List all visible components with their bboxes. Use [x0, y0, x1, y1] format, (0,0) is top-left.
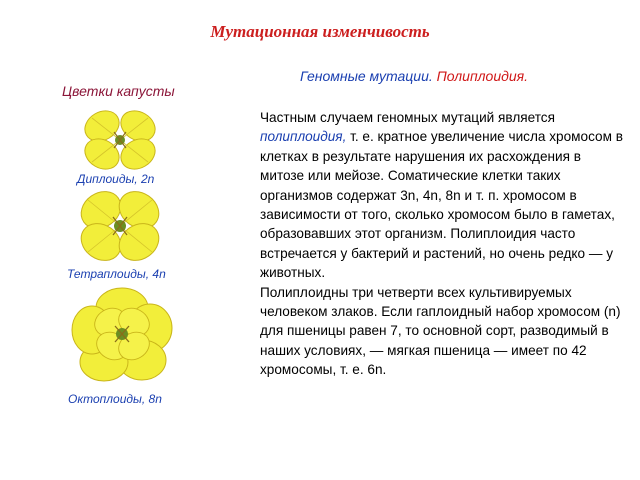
cabbage-flowers-caption: Цветки капусты [62, 83, 175, 99]
subhead-separator: . [428, 68, 437, 84]
tetraploid-label: Тетраплоиды, 4n [67, 267, 166, 281]
diploid-label: Диплоиды, 2n [77, 172, 155, 186]
paragraph-1-start: Частным случаем геномных мутаций является [260, 110, 555, 125]
subhead-end: . [524, 68, 529, 84]
octoploid-label: Октоплоиды, 8n [68, 392, 162, 406]
paragraph-1-end: т. е. кратное увеличение числа хромосом в клетках в результате нарушения их расхождения в митозе или мейозе. Соматические клетки таких организмов содержат 3n, 4n, 8n и т. п. хромосом в зависимости от того, сколько хромосом было в гаметах, образовавших этот организм. Полиплоидия часто встречается у бактерий и растений, но очень редко — у животных. [260, 129, 623, 281]
tetraploid-flower-image [74, 186, 166, 266]
octoploid-flower-image [70, 286, 174, 384]
subhead-polyploidy: Полиплоидия [436, 68, 525, 84]
subhead-genomic-mutations: Геномные мутации [300, 68, 429, 84]
paragraph-2: Полиплоидны три четверти всех культивируемых человеком злаков. Если гаплоидный набор хромосом (n) для пшеницы равен 7, то основной сорт, разводимый в наших условиях, — мягкая пшеница — имеет по 42 хромосомы, т. е. 6n. [260, 284, 621, 378]
section-subhead [300, 68, 528, 84]
diploid-flower-image [78, 106, 162, 174]
polyploidy-term: полиплоидия, [260, 129, 347, 145]
polyploidy-description [260, 108, 625, 380]
slide-title: Мутационная изменчивость [210, 22, 430, 41]
paragraph-1 [260, 108, 625, 283]
